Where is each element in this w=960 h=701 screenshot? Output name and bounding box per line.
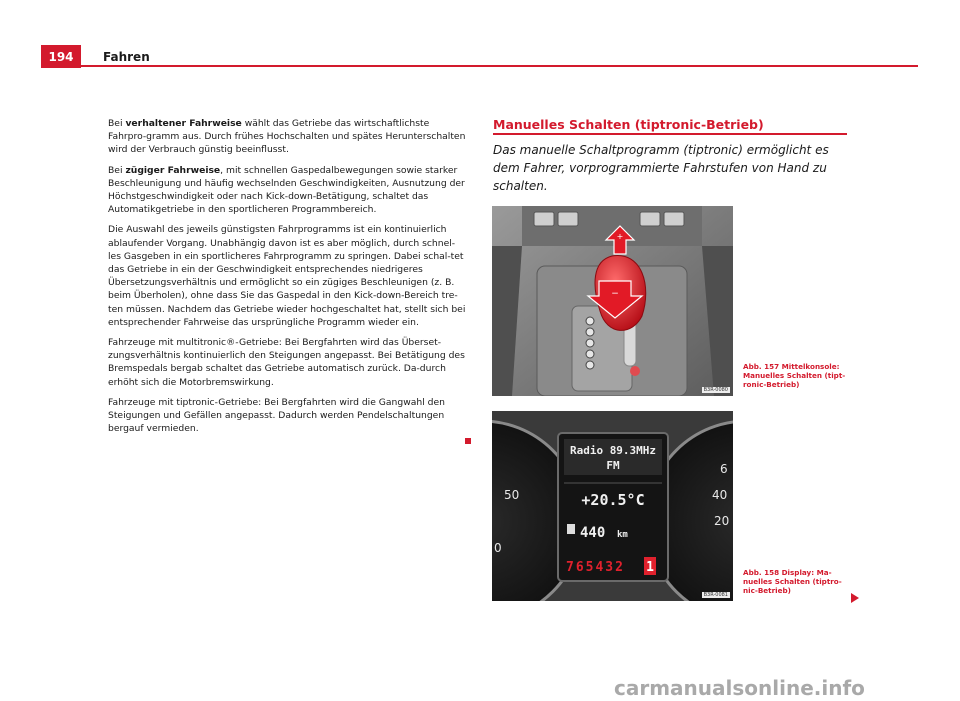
watermark: carmanualsonline.info [614,676,865,700]
gauge-right-6: 6 [720,462,728,476]
gear-indicator: 765432 [566,560,625,575]
fuel-pump-icon [567,524,575,534]
minus-label: − [611,289,619,299]
gauge-right-40: 40 [712,488,728,502]
section-rule [493,133,847,135]
gauge-right-20: 20 [714,514,730,528]
section-end-mark [465,438,471,444]
section-title: Manuelles Schalten (tiptronic-Betrieb) [493,117,764,132]
p1-post: wählt das Getriebe das wirtschaftlichste Fahrpro-gramm aus. Durch frühes Hochschalten und spätes Herunterschalten wird der Verbrauch günstig beeinflusst. [108,118,466,156]
p2-bold: zügiger Fahrweise [125,164,221,176]
console-illustration [492,206,733,396]
paragraph-5: Fahrzeuge mit tiptronic-Getriebe: Bei Bergfahrten wird die Gangwahl den Steigungen und Gefällen angepasst. Dadurch werden Pendelschaltungen bergauf vermieden. [108,396,445,435]
display-illustration [492,411,733,601]
radio-frequency: Radio 89.3MHz [569,444,657,457]
figure1-code: B3R-0080 [703,387,728,393]
paragraph-1 [108,117,468,157]
figure-console [492,206,733,396]
gauge-left-50: 50 [504,488,520,502]
p2-pre: Bei [108,164,126,176]
active-gear: 1 [646,560,654,575]
radio-band: FM [606,459,620,472]
page-number: 194 [41,45,81,68]
header-rule [81,65,918,67]
paragraph-2 [108,164,468,217]
paragraph-4: Fahrzeuge mit multitronic®-Getriebe: Bei Bergfahrten wird das Überset-zungsverhältnis kontinuierlich den Steigungen angepasst. Bei Betätigung des Bremspedals bergab schaltet das Getriebe automatisch zurück. Da-durch erhöht sich die Motorbremswirkung. [108,337,465,388]
figure2-code: B3R-0081 [703,592,728,598]
section-intro: Das manuelle Schaltprogramm (tiptronic) ermöglicht es dem Fahrer, vorprogrammierte Fahrstufen von Hand zu schalten. [493,143,829,193]
figure-display [492,411,733,601]
continue-arrow-icon [851,593,859,603]
paragraph-3: Die Auswahl des jeweils günstigsten Fahrprogramms ist ein kontinuierlich ablaufender Vorgang. Unabhängig davon ist es aber möglich, durch schnel-les Gasgeben in ein sportlicheres Fahrprogramm zu springen. Dabei schal-tet das Getriebe in ein der Geschwindigkeit entsprechendes niedrigeres Übersetzungsverhältnis und ermöglicht so ein zügiges Beschleunigen (z. B. beim Überholen), ohne dass Sie das Gaspedal in den Kick-down-Bereich tre-ten müssen. Nachdem das Getriebe wieder hochgeschaltet hat, stellt sich bei entsprechender Fahrweise das ursprüngliche Programm wieder ein. [108,224,466,328]
p1-pre: Bei [108,118,126,129]
plus-label: + [616,232,624,241]
p1-bold: verhaltener Fahrweise [125,118,242,129]
page-header-title: Fahren [103,50,150,64]
gauge-left-0: 0 [494,541,502,555]
range-value: 440 [580,525,606,541]
figure2-caption: Abb. 158 Display: Ma-nuelles Schalten (tiptro-nic-Betrieb) [743,568,842,595]
outside-temperature: +20.5°C [581,491,645,509]
range-unit: km [617,530,628,540]
figure1-caption: Abb. 157 Mittelkonsole: Manuelles Schalten (tipt-ronic-Betrieb) [743,362,846,389]
left-column [108,117,468,442]
p2-post: , mit schnellen Gaspedalbewegungen sowie starker Beschleunigung und häufig wechselnden Geschwindigkeiten, Ausnutzung der Höchstgeschwindigkeit oder nach Kick-down-Betätigung, schaltet das Automatikgetriebe in den sportlicheren Programmbereich. [108,164,465,216]
